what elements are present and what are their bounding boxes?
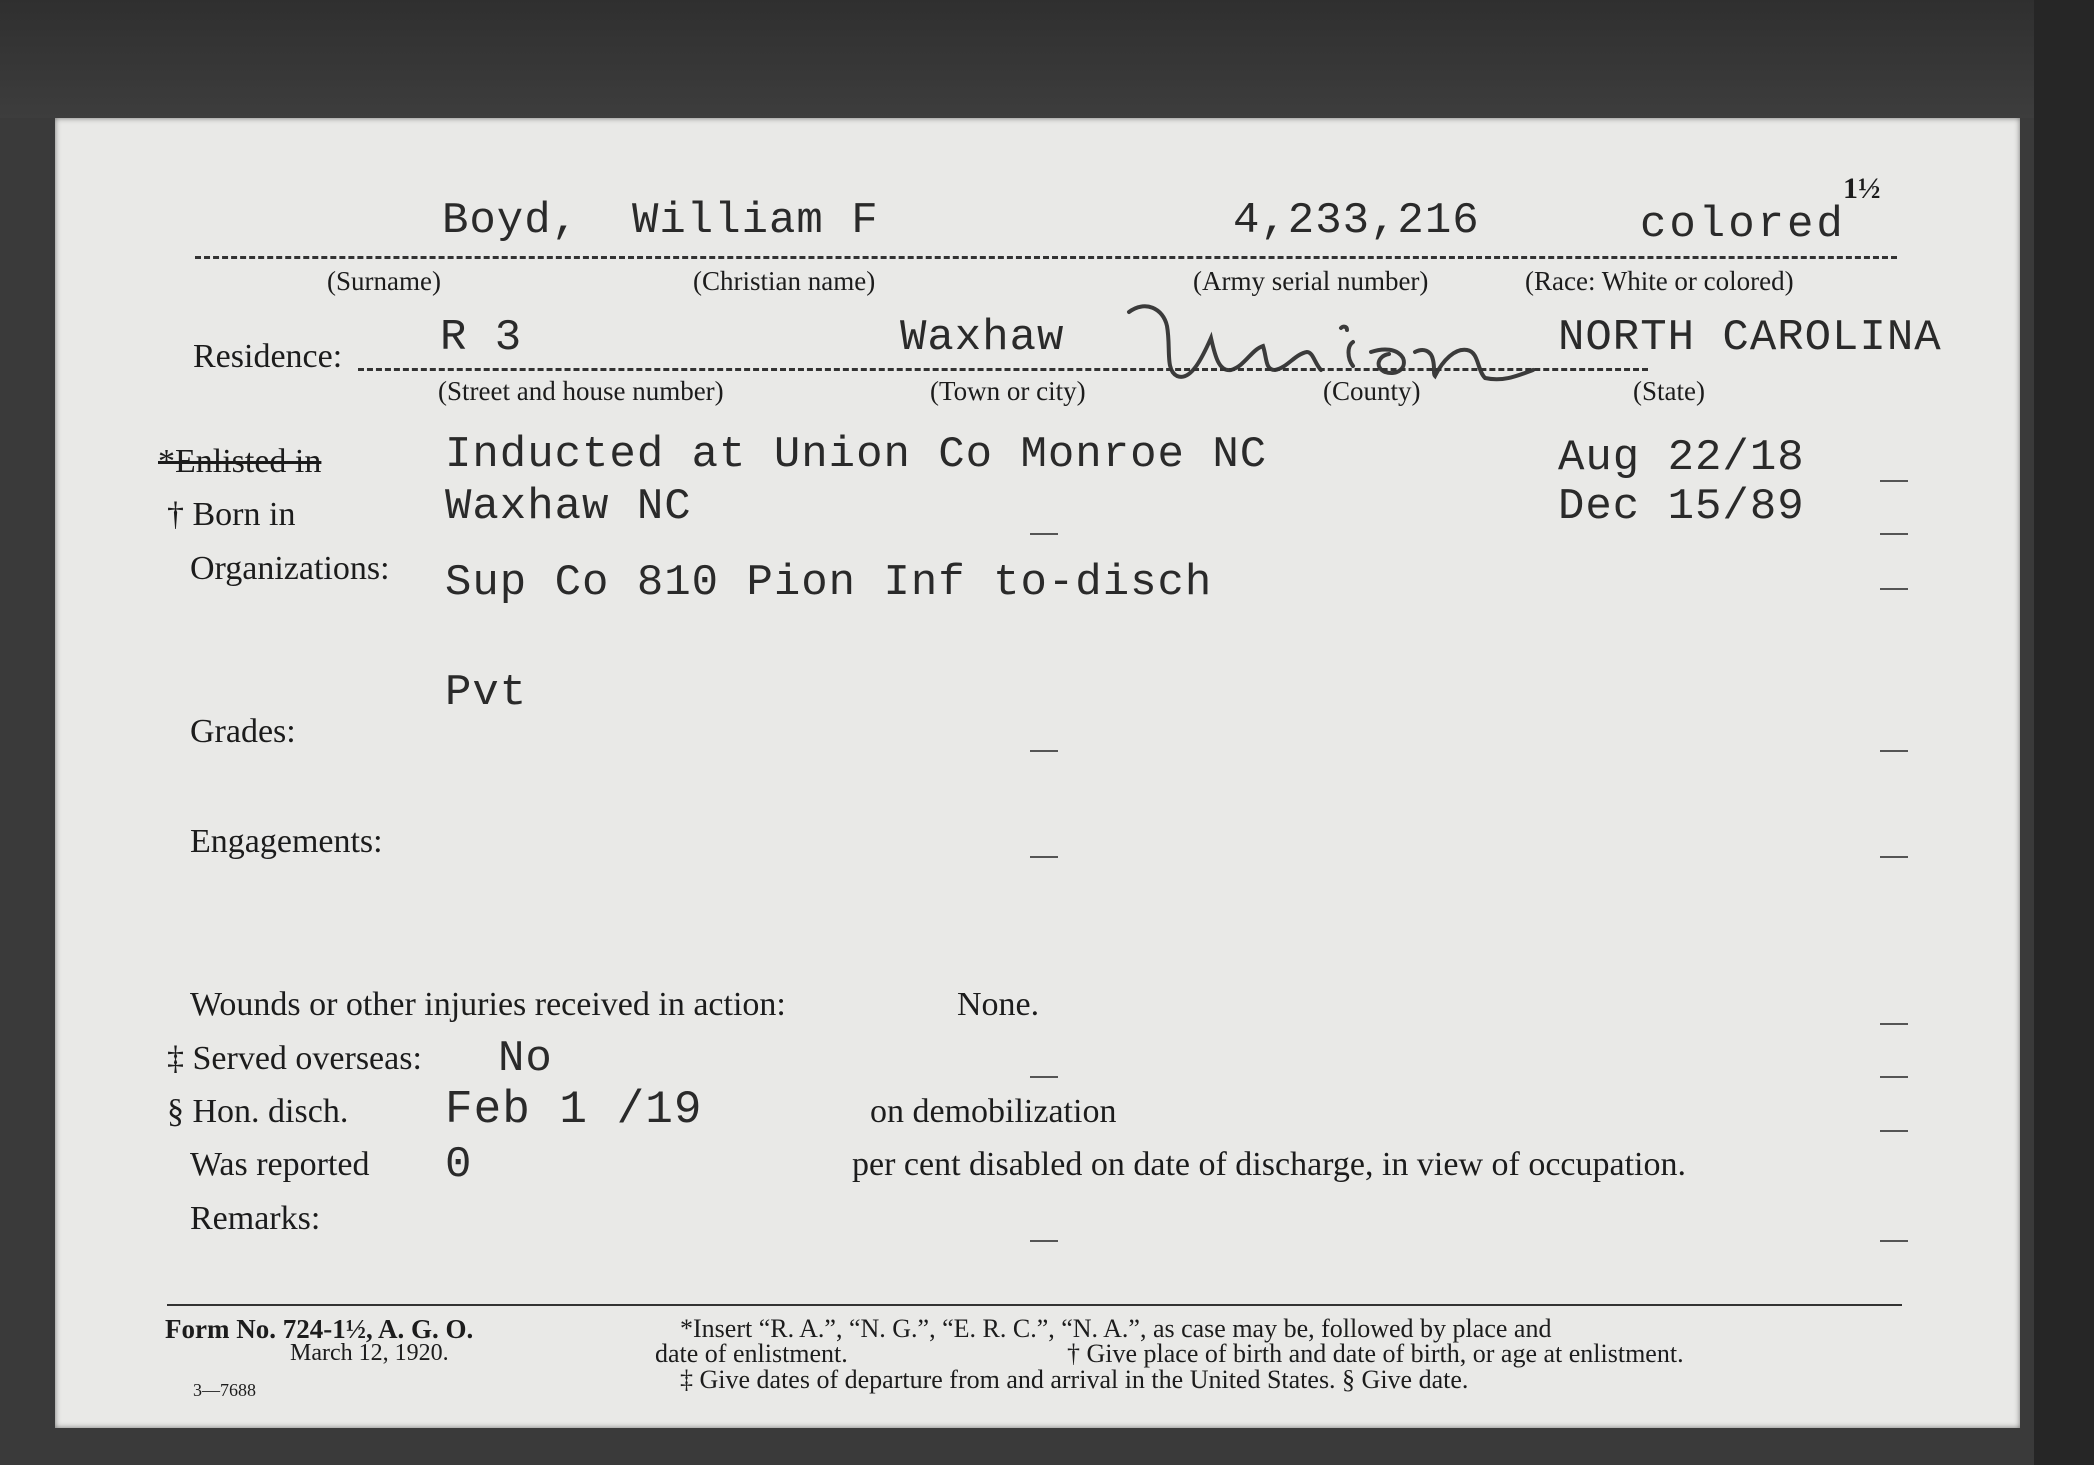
street-value: R 3	[440, 313, 523, 363]
enlisted-end-dash	[1880, 480, 1908, 482]
born-label: † Born in	[167, 496, 296, 533]
serial-number-value: 4,233,216	[1233, 196, 1480, 246]
grades-label: Grades:	[190, 713, 296, 750]
grades-value: Pvt	[445, 668, 528, 718]
enlisted-date: Aug 22/18	[1558, 433, 1805, 483]
enlisted-label: *Enlisted in	[158, 443, 322, 480]
engagements-end-dash	[1880, 856, 1908, 858]
born-mid-dash	[1030, 533, 1058, 535]
born-value: Waxhaw NC	[445, 482, 692, 532]
overseas-label: ‡ Served overseas:	[167, 1040, 422, 1077]
overseas-end-dash	[1880, 1076, 1908, 1078]
form-date: March 12, 1920.	[290, 1340, 449, 1366]
surname-caption: (Surname)	[327, 266, 441, 296]
surname-value: Boyd,	[442, 196, 580, 246]
engagements-mid-dash	[1030, 856, 1058, 858]
organizations-value: Sup Co 810 Pion Inf to-disch	[445, 558, 1213, 608]
print-code: 3—7688	[193, 1380, 256, 1400]
organizations-end-dash	[1880, 588, 1908, 590]
reported-value: 0	[445, 1140, 473, 1190]
fraction-mark: 1½	[1843, 172, 1881, 205]
footer-rule	[167, 1304, 1902, 1306]
organizations-label: Organizations:	[190, 550, 390, 587]
discharge-value: Feb 1 /19	[445, 1084, 703, 1136]
scan-background-right	[2034, 0, 2094, 1465]
serial-number-caption: (Army serial number)	[1193, 266, 1429, 296]
row1-dashed-line	[195, 256, 1897, 259]
footnote-line2b: † Give place of birth and date of birth, or age at enlistment.	[1067, 1339, 1684, 1368]
discharge-end-dash	[1880, 1130, 1908, 1132]
born-date: Dec 15/89	[1558, 482, 1805, 532]
wounds-end-dash	[1880, 1023, 1908, 1025]
reported-note: per cent disabled on date of discharge, in view of occupation.	[852, 1146, 1686, 1183]
residence-label: Residence:	[193, 338, 343, 375]
service-record-card	[55, 118, 2020, 1428]
town-value: Waxhaw	[900, 313, 1065, 363]
race-caption: (Race: White or colored)	[1525, 266, 1794, 296]
race-value: colored	[1640, 200, 1846, 250]
grades-end-dash	[1880, 750, 1908, 752]
grades-mid-dash	[1030, 750, 1058, 752]
discharge-label: § Hon. disch.	[167, 1093, 349, 1130]
form-number: Form No. 724-1½, A. G. O.	[165, 1314, 474, 1344]
reported-label: Was reported	[190, 1146, 370, 1183]
wounds-label: Wounds or other injuries received in action:	[190, 986, 786, 1023]
remarks-mid-dash	[1030, 1240, 1058, 1242]
enlisted-value: Inducted at Union Co Monroe NC	[445, 430, 1268, 480]
wounds-value: None.	[957, 986, 1040, 1023]
footnote-line2a: date of enlistment.	[655, 1339, 848, 1368]
row2-dashed-line	[358, 368, 1648, 371]
county-caption: (County)	[1323, 376, 1421, 406]
born-end-dash	[1880, 533, 1908, 535]
overseas-mid-dash	[1030, 1076, 1058, 1078]
remarks-label: Remarks:	[190, 1200, 321, 1237]
remarks-end-dash	[1880, 1240, 1908, 1242]
street-caption: (Street and house number)	[438, 376, 724, 406]
christian-name-value: William F	[632, 196, 879, 246]
town-caption: (Town or city)	[930, 376, 1086, 406]
christian-name-caption: (Christian name)	[693, 266, 876, 296]
scan-background-top	[0, 0, 2094, 118]
state-caption: (State)	[1633, 376, 1705, 406]
overseas-value: No	[498, 1034, 553, 1084]
state-value: NORTH CAROLINA	[1558, 313, 1942, 363]
footnote-line3: ‡ Give dates of departure from and arrival in the United States. § Give date.	[680, 1365, 1469, 1394]
engagements-label: Engagements:	[190, 823, 383, 860]
footnote-line1: *Insert “R. A.”, “N. G.”, “E. R. C.”, “N. A.”, as case may be, followed by place and	[680, 1314, 1552, 1343]
discharge-note: on demobilization	[870, 1093, 1117, 1130]
